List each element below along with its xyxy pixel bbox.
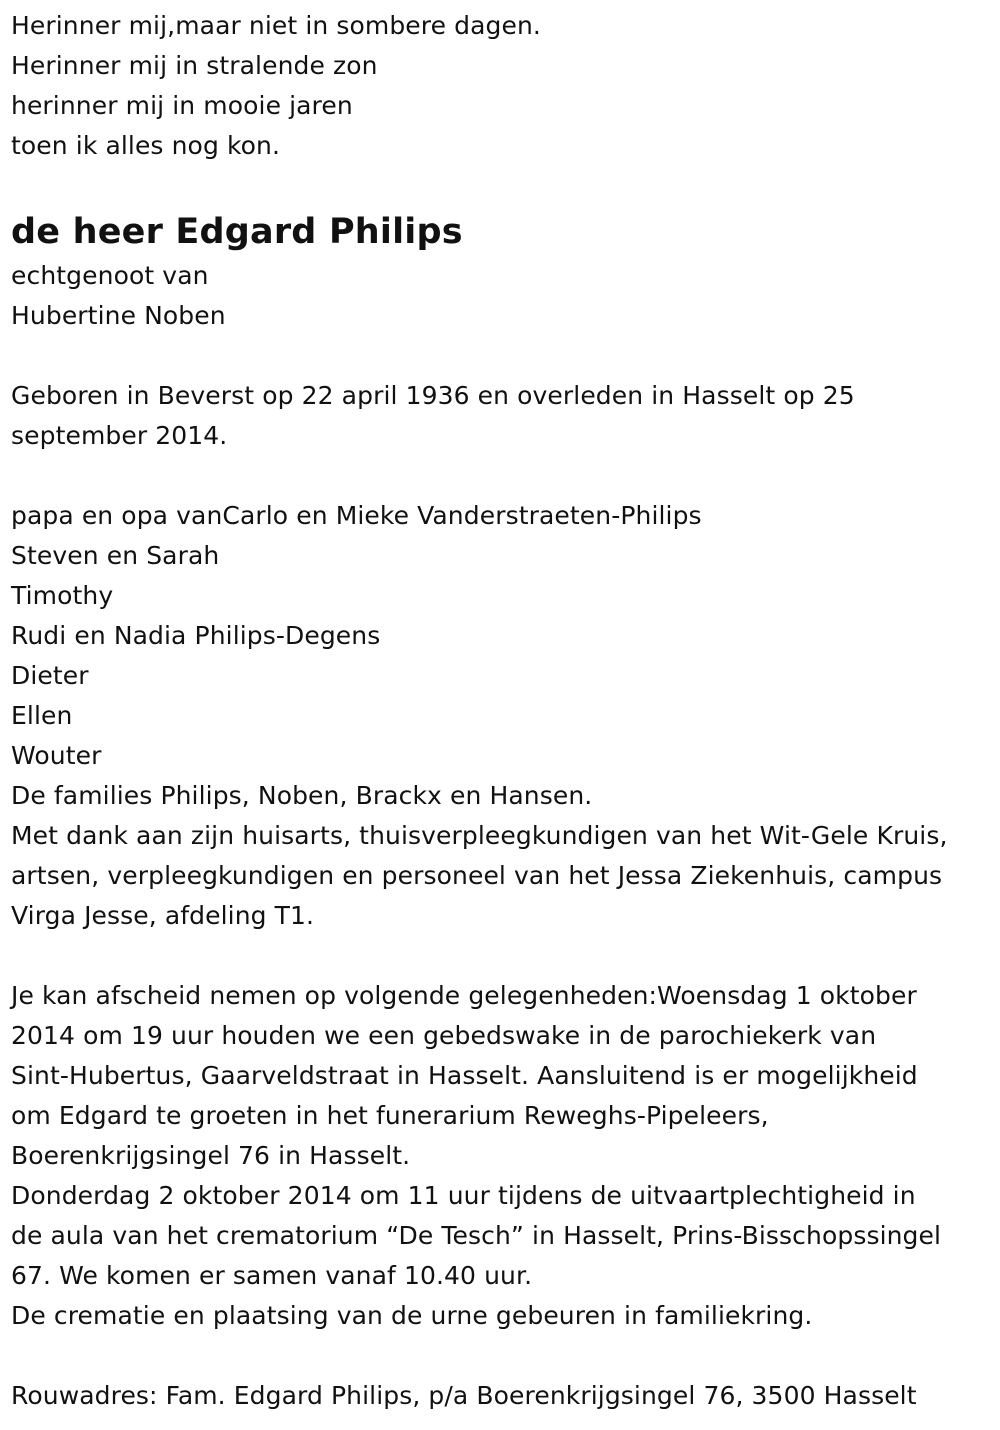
farewell-line: om Edgard te groeten in het funerarium Reweghs-Pipeleers, — [11, 1101, 769, 1130]
mourning-address: Rouwadres: Fam. Edgard Philips, p/a Boerenkrijgsingel 76, 3500 Hasselt — [11, 1381, 917, 1410]
spacer — [11, 336, 996, 376]
farewell-line: Je kan afscheid nemen op volgende gelegenheden:Woensdag 1 oktober — [11, 981, 917, 1010]
deceased-name: de heer Edgard Philips — [11, 212, 463, 252]
birth-death-line: Geboren in Beverst op 22 april 1936 en overleden in Hasselt op 25 — [11, 381, 855, 410]
spacer — [11, 936, 996, 976]
farewell-line: Donderdag 2 oktober 2014 om 11 uur tijdens de uitvaartplechtigheid in — [11, 1181, 916, 1210]
farewell-line: Sint-Hubertus, Gaarveldstraat in Hasselt. Aansluitend is er mogelijkheid — [11, 1061, 918, 1090]
birth-death-line: september 2014. — [11, 421, 228, 450]
spacer — [11, 456, 996, 496]
poem-line: Herinner mij in stralende zon — [11, 51, 378, 80]
family-line: Dieter — [11, 661, 89, 690]
farewell-line: 67. We komen er samen vanaf 10.40 uur. — [11, 1261, 533, 1290]
poem-line: herinner mij in mooie jaren — [11, 91, 353, 120]
farewell-block — [11, 976, 996, 1336]
farewell-line: De crematie en plaatsing van de urne gebeuren in familiekring. — [11, 1301, 813, 1330]
thanks-line: Virga Jesse, afdeling T1. — [11, 901, 315, 930]
farewell-line: de aula van het crematorium “De Tesch” in Hasselt, Prins-Bisschopssingel — [11, 1221, 942, 1250]
farewell-line: Boerenkrijgsingel 76 in Hasselt. — [11, 1141, 411, 1170]
farewell-line: 2014 om 19 uur houden we een gebedswake in de parochiekerk van — [11, 1021, 877, 1050]
spouse-name: Hubertine Noben — [11, 301, 226, 330]
spacer — [11, 166, 996, 208]
family-line: Wouter — [11, 741, 102, 770]
spouse-label: echtgenoot van — [11, 261, 209, 290]
family-line: Timothy — [11, 581, 114, 610]
family-line: papa en opa vanCarlo en Mieke Vanderstraeten-Philips — [11, 501, 702, 530]
family-list — [11, 496, 996, 816]
family-line: Rudi en Nadia Philips-Degens — [11, 621, 381, 650]
thanks-line: Met dank aan zijn huisarts, thuisverpleegkundigen van het Wit-Gele Kruis, — [11, 821, 948, 850]
birth-death-block — [11, 376, 996, 456]
spacer — [11, 1336, 996, 1376]
poem — [11, 6, 996, 166]
obituary-document — [11, 6, 996, 1416]
thanks-line: artsen, verpleegkundigen en personeel van het Jessa Ziekenhuis, campus — [11, 861, 943, 890]
spouse-block — [11, 256, 996, 336]
family-line: Ellen — [11, 701, 73, 730]
poem-line: Herinner mij,maar niet in sombere dagen. — [11, 11, 541, 40]
family-line: De families Philips, Noben, Brackx en Hansen. — [11, 781, 593, 810]
poem-line: toen ik alles nog kon. — [11, 131, 281, 160]
thanks-block — [11, 816, 996, 936]
family-line: Steven en Sarah — [11, 541, 220, 570]
